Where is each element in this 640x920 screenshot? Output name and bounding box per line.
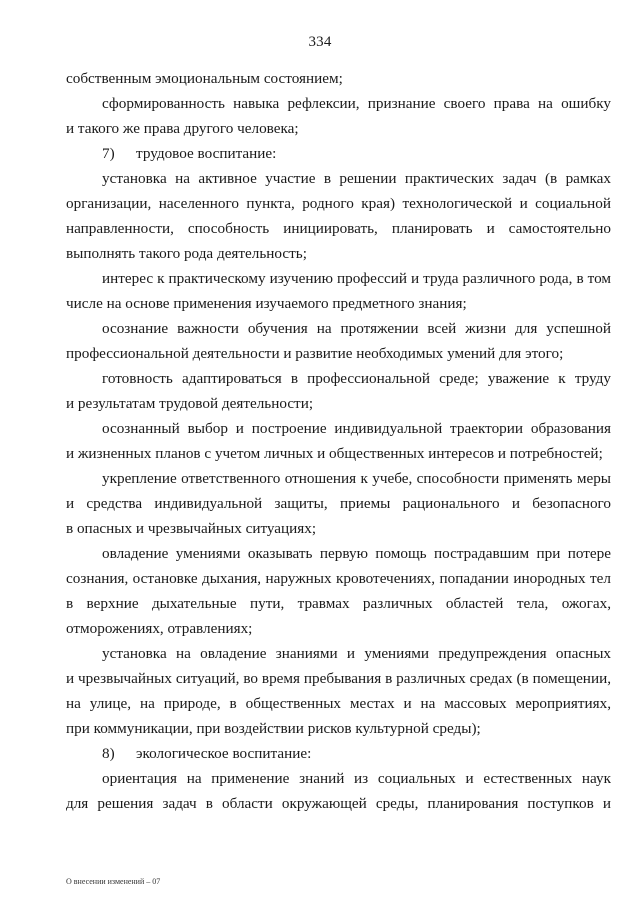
text-line-content: сознания, остановке дыхания, наружных кровотечениях, попадании инородных тел — [66, 570, 611, 587]
text-line-content: при коммуникации, при воздействии рисков культурной среды); — [66, 720, 481, 737]
text-line — [66, 216, 611, 241]
text-line — [66, 116, 611, 141]
text-line — [66, 416, 611, 441]
page-body — [66, 66, 611, 816]
text-line — [66, 466, 611, 491]
text-line — [66, 341, 611, 366]
text-line — [66, 616, 611, 641]
text-line-content: осознанный выбор и построение индивидуальной траектории образования — [102, 420, 611, 437]
text-line-content: на улице, на природе, в общественных местах и на массовых мероприятиях, — [66, 695, 611, 712]
list-item-heading — [66, 741, 611, 766]
text-line-content: в верхние дыхательные пути, травмах различных областей тела, ожогах, — [66, 595, 611, 612]
text-line-content: овладение умениями оказывать первую помощь пострадавшим при потере — [102, 545, 611, 562]
text-line — [66, 391, 611, 416]
text-line-content: установка на активное участие в решении практических задач (в рамках — [102, 170, 611, 187]
list-item-number: 7) — [102, 145, 115, 162]
text-line-content: экологическое воспитание: — [136, 745, 312, 762]
text-line-content: отморожениях, отравлениях; — [66, 620, 253, 637]
text-line — [66, 566, 611, 591]
text-line — [66, 241, 611, 266]
text-line-content: интерес к практическому изучению профессий и труда различного рода, в том — [102, 270, 611, 287]
text-line — [66, 691, 611, 716]
text-line — [66, 166, 611, 191]
text-line — [66, 66, 611, 91]
text-line — [66, 666, 611, 691]
text-line-content: сформированность навыка рефлексии, признание своего права на ошибку — [102, 95, 611, 112]
text-line-content: ориентация на применение знаний из социальных и естественных наук — [102, 770, 611, 787]
list-item-number: 8) — [102, 745, 115, 762]
text-line-content: выполнять такого рода деятельность; — [66, 245, 307, 262]
text-line — [66, 366, 611, 391]
text-line-content: и результатам трудовой деятельности; — [66, 395, 314, 412]
text-line — [66, 641, 611, 666]
text-line — [66, 266, 611, 291]
text-line-content: и чрезвычайных ситуаций, во время пребывания в различных средах (в помещении, — [66, 670, 611, 687]
text-line-content: числе на основе применения изучаемого предметного знания; — [66, 295, 467, 312]
page-number: 334 — [308, 34, 332, 50]
text-line — [66, 291, 611, 316]
text-line-content: и средства индивидуальной защиты, приемы рационального и безопасного — [66, 495, 611, 512]
text-line-content: собственным эмоциональным состоянием; — [66, 70, 343, 87]
text-line — [66, 716, 611, 741]
text-line — [66, 91, 611, 116]
text-line — [66, 491, 611, 516]
text-line-content: укрепление ответственного отношения к учебе, способности применять меры — [102, 470, 611, 487]
text-line — [66, 591, 611, 616]
text-line-content: для решения задач в области окружающей среды, планирования поступков и — [66, 795, 611, 812]
page-footer: О внесении изменений – 07 — [66, 877, 161, 886]
text-line — [66, 766, 611, 791]
text-line-content: и такого же права другого человека; — [66, 120, 299, 137]
text-line-content: и жизненных планов с учетом личных и общественных интересов и потребностей; — [66, 445, 603, 462]
text-line-content: готовность адаптироваться в профессиональной среде; уважение к труду — [102, 370, 611, 387]
text-line-content: направленности, способность инициировать, планировать и самостоятельно — [66, 220, 611, 237]
text-line-content: установка на овладение знаниями и умениями предупреждения опасных — [102, 645, 611, 662]
text-line — [66, 516, 611, 541]
text-line-content: трудовое воспитание: — [136, 145, 277, 162]
text-line — [66, 316, 611, 341]
text-line-content: в опасных и чрезвычайных ситуациях; — [66, 520, 317, 537]
text-line — [66, 541, 611, 566]
text-line-content: профессиональной деятельности и развитие необходимых умений для этого; — [66, 345, 564, 362]
text-line — [66, 441, 611, 466]
text-line-content: организации, населенного пункта, родного края) технологической и социальной — [66, 195, 611, 212]
text-line — [66, 191, 611, 216]
text-line-content: осознание важности обучения на протяжении всей жизни для успешной — [102, 320, 611, 337]
list-item-heading — [66, 141, 611, 166]
text-line — [66, 791, 611, 816]
